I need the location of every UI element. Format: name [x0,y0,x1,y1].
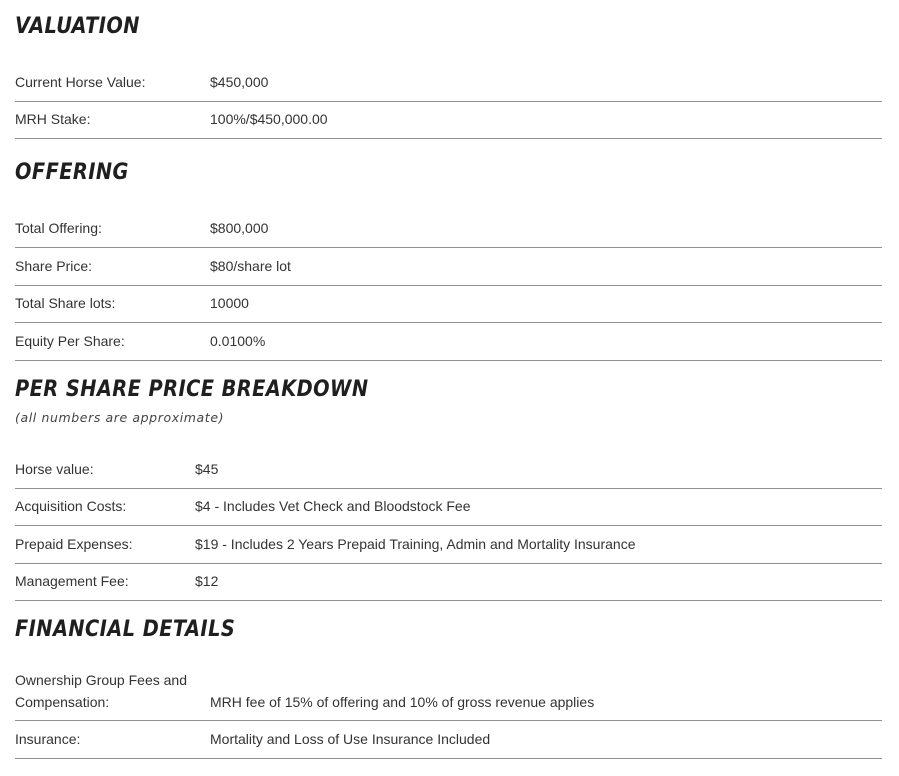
row-label: Management Fee: [15,573,129,589]
row-value: Mortality and Loss of Use Insurance Included [210,731,491,747]
row-value: $45 [195,461,219,477]
breakdown-row-prepaid-expenses [15,526,882,564]
breakdown-row-management-fee [15,563,882,601]
row-label: Ownership Group Fees and Compensation: [15,672,187,710]
breakdown-row-acquisition-costs [15,488,882,526]
offering-row-total-share-lots [15,285,882,323]
row-label: Prepaid Expenses: [15,536,133,552]
row-label: MRH Stake: [15,111,91,127]
breakdown-note: (all numbers are approximate) [15,410,225,425]
offering-row-total-offering [15,210,882,248]
offering-row-equity-per-share [15,323,882,361]
offering-row-share-price [15,248,882,286]
financial-row-insurance [15,721,882,759]
offering-heading: OFFERING [15,160,129,185]
row-value: MRH fee of 15% of offering and 10% of gross revenue applies [210,694,595,710]
row-value: 100%/$450,000.00 [210,111,328,127]
row-label: Acquisition Costs: [15,498,127,514]
row-value: $80/share lot [210,258,291,274]
financial-row-ownership-fees [15,662,882,721]
breakdown-heading: PER SHARE PRICE BREAKDOWN [15,377,369,402]
row-label: Share Price: [15,258,93,274]
row-value: $4 - Includes Vet Check and Bloodstock Fee [195,498,471,514]
row-value: 0.0100% [210,333,266,349]
breakdown-row-horse-value [15,451,882,489]
row-label: Horse value: [15,461,94,477]
row-value: $19 - Includes 2 Years Prepaid Training, Admin and Mortality Insurance [195,536,636,552]
row-label: Total Offering: [15,220,102,236]
row-label: Current Horse Value: [15,74,146,90]
row-label: Insurance: [15,731,81,747]
row-value: $12 [195,573,219,589]
row-label: Equity Per Share: [15,333,125,349]
row-value: $800,000 [210,220,269,236]
valuation-row-mrh-stake [15,101,882,139]
row-value: 10000 [210,295,249,311]
valuation-heading: VALUATION [15,14,140,39]
row-label: Total Share lots: [15,295,116,311]
valuation-row-current-horse-value [15,64,882,102]
financial-heading: FINANCIAL DETAILS [15,617,236,642]
row-value: $450,000 [210,74,269,90]
